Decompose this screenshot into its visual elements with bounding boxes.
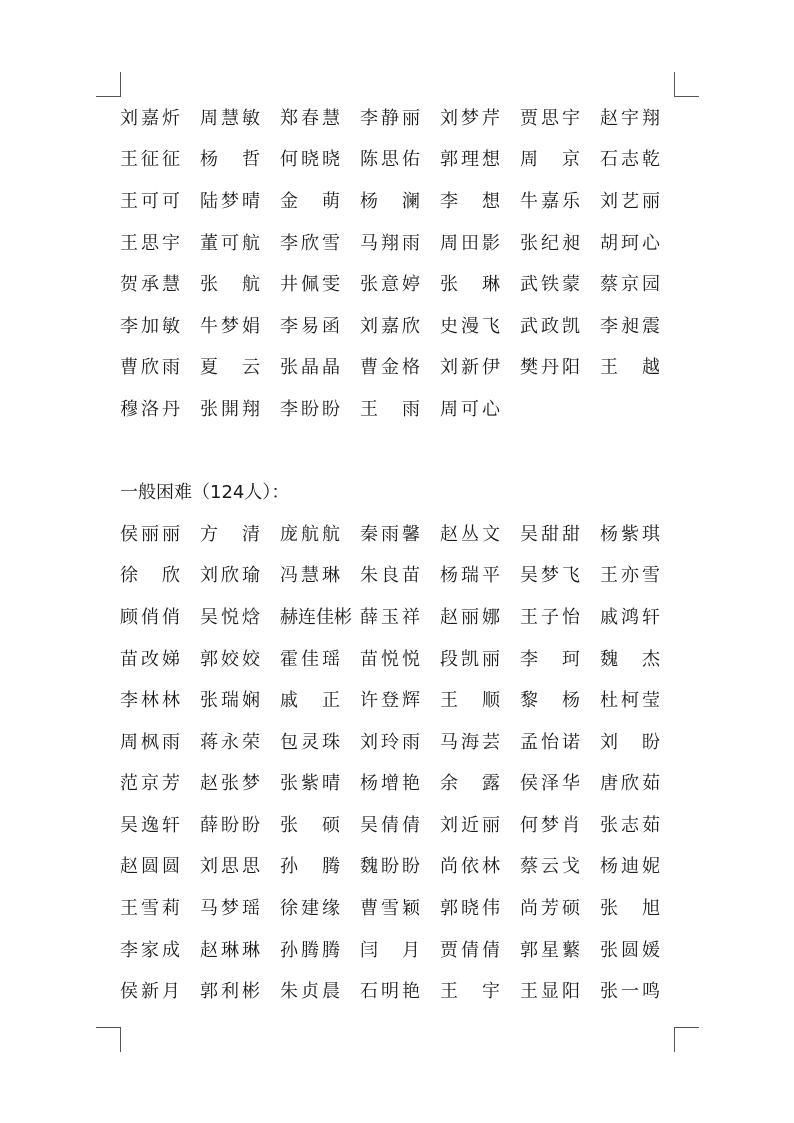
- name-row: [120, 514, 674, 556]
- name-row: [120, 181, 674, 223]
- student-name: 郑春慧: [280, 107, 340, 129]
- student-name: 刘 盼: [600, 731, 660, 753]
- student-name: 赵琳琳: [200, 939, 260, 961]
- student-name: 赵丛文: [440, 523, 500, 545]
- student-name: 曹金格: [360, 357, 420, 379]
- student-name: 周慧敏: [200, 107, 260, 129]
- student-name: 王可可: [120, 190, 180, 212]
- student-name: 陈思佑: [360, 149, 420, 171]
- student-name: 霍佳瑶: [280, 648, 340, 670]
- student-name: 马海芸: [440, 731, 500, 753]
- student-name: 陆梦晴: [200, 190, 260, 212]
- student-name: 杨 澜: [360, 190, 420, 212]
- student-name: 孙 腾: [280, 856, 340, 878]
- student-name: 何晓晓: [280, 149, 340, 171]
- name-list-section-1: [120, 98, 674, 431]
- crop-mark-bottom-right: [674, 1027, 699, 1052]
- student-name: 李易函: [280, 315, 340, 337]
- name-row: [120, 348, 674, 390]
- student-name: 杨增艳: [360, 773, 420, 795]
- student-name: 李盼盼: [280, 398, 340, 420]
- student-name: 樊丹阳: [520, 357, 580, 379]
- student-name: 朱良苗: [360, 565, 420, 587]
- student-name: 李 珂: [520, 648, 580, 670]
- student-name: 刘艺丽: [600, 190, 660, 212]
- student-name: 夏 云: [200, 357, 260, 379]
- student-name: 方 清: [200, 523, 260, 545]
- section-heading-general-difficulty: 一般困难（124人）：: [120, 482, 290, 504]
- student-name: 吴梦飞: [520, 565, 580, 587]
- student-name: 王 顺: [440, 690, 500, 712]
- student-name: 范京芳: [120, 773, 180, 795]
- student-name: 吴悦焓: [200, 606, 260, 628]
- student-name: 王 宇: [440, 981, 500, 1003]
- student-name: 李家成: [120, 939, 180, 961]
- name-list-section-2: [120, 514, 674, 1013]
- name-row: [120, 805, 674, 847]
- student-name: 顾俏俏: [120, 606, 180, 628]
- crop-mark-top-left: [96, 72, 121, 97]
- student-name: 井佩雯: [280, 274, 340, 296]
- student-name: 苗改娣: [120, 648, 180, 670]
- student-name: 赫连佳彬: [280, 606, 352, 628]
- student-name: 郭理想: [440, 149, 500, 171]
- crop-mark-bottom-left: [96, 1027, 121, 1052]
- student-name: 金 萌: [280, 190, 340, 212]
- student-name: 段凯丽: [440, 648, 500, 670]
- document-body: [120, 98, 674, 1013]
- student-name: 戚 正: [280, 690, 340, 712]
- student-name: 张纪昶: [520, 232, 580, 254]
- student-name: 刘玲雨: [360, 731, 420, 753]
- crop-mark-top-right: [674, 72, 699, 97]
- student-name: 徐 欣: [120, 565, 180, 587]
- student-name: 李昶震: [600, 315, 660, 337]
- student-name: 牛梦娟: [200, 315, 260, 337]
- student-name: 侯丽丽: [120, 523, 180, 545]
- student-name: 武政凯: [520, 315, 580, 337]
- student-name: 贺承慧: [120, 274, 180, 296]
- student-name: 苗悦悦: [360, 648, 420, 670]
- student-name: 杜柯莹: [600, 690, 660, 712]
- student-name: 薛玉祥: [360, 606, 420, 628]
- student-name: 何梦肖: [520, 814, 580, 836]
- student-name: 蔡云戈: [520, 856, 580, 878]
- name-row: [120, 264, 674, 306]
- student-name: 赵张梦: [200, 773, 260, 795]
- student-name: 刘梦芹: [440, 107, 500, 129]
- student-name: 郭星蘩: [520, 939, 580, 961]
- name-row: [120, 140, 674, 182]
- student-name: 吴倩倩: [360, 814, 420, 836]
- student-name: 周可心: [440, 398, 500, 420]
- student-name: 张志茹: [600, 814, 660, 836]
- student-name: 王子怡: [520, 606, 580, 628]
- student-name: 徐建缘: [280, 898, 340, 920]
- student-name: 周田影: [440, 232, 500, 254]
- student-name: 赵丽娜: [440, 606, 500, 628]
- name-row: [120, 722, 674, 764]
- student-name: 薛盼盼: [200, 814, 260, 836]
- student-name: 张開翔: [200, 398, 260, 420]
- student-name: 蔡京园: [600, 274, 660, 296]
- student-name: 李静丽: [360, 107, 420, 129]
- student-name: 牛嘉乐: [520, 190, 580, 212]
- section-spacer: [120, 431, 674, 473]
- student-name: 张紫晴: [280, 773, 340, 795]
- student-name: 王雪莉: [120, 898, 180, 920]
- student-name: 张圆媛: [600, 939, 660, 961]
- student-name: 张晶晶: [280, 357, 340, 379]
- student-name: 李林林: [120, 690, 180, 712]
- student-name: 贾倩倩: [440, 939, 500, 961]
- name-row: [120, 680, 674, 722]
- name-row: [120, 98, 674, 140]
- student-name: 蒋永荣: [200, 731, 260, 753]
- student-name: 贾思宇: [520, 107, 580, 129]
- student-name: 包灵珠: [280, 731, 340, 753]
- name-row: [120, 389, 674, 431]
- student-name: 张瑞娴: [200, 690, 260, 712]
- student-name: 尚依林: [440, 856, 500, 878]
- student-name: 马梦瑶: [200, 898, 260, 920]
- student-name: 王思宇: [120, 232, 180, 254]
- student-name: 魏 杰: [600, 648, 660, 670]
- student-name: 张一鸣: [600, 981, 660, 1003]
- name-row: [120, 306, 674, 348]
- student-name: 李 想: [440, 190, 500, 212]
- student-name: 曹欣雨: [120, 357, 180, 379]
- name-row: [120, 597, 674, 639]
- name-row: [120, 971, 674, 1013]
- student-name: 赵圆圆: [120, 856, 180, 878]
- student-name: 郭利彬: [200, 981, 260, 1003]
- student-name: 刘思思: [200, 856, 260, 878]
- student-name: 杨紫琪: [600, 523, 660, 545]
- student-name: 张意婷: [360, 274, 420, 296]
- name-row: [120, 764, 674, 806]
- student-name: 刘嘉欣: [360, 315, 420, 337]
- student-name: 王亦雪: [600, 565, 660, 587]
- student-name: 尚芳硕: [520, 898, 580, 920]
- student-name: 穆洛丹: [120, 398, 180, 420]
- student-name: 李欣雪: [280, 232, 340, 254]
- student-name: 孟怡诺: [520, 731, 580, 753]
- student-name: 张 航: [200, 274, 260, 296]
- name-row: [120, 639, 674, 681]
- student-name: 武铁蒙: [520, 274, 580, 296]
- student-name: 董可航: [200, 232, 260, 254]
- student-name: 冯慧琳: [280, 565, 340, 587]
- student-name: 余 露: [440, 773, 500, 795]
- student-name: 胡珂心: [600, 232, 660, 254]
- name-row: [120, 223, 674, 265]
- student-name: 闫 月: [360, 939, 420, 961]
- name-row: [120, 888, 674, 930]
- student-name: 张 旭: [600, 898, 660, 920]
- student-name: 黎 杨: [520, 690, 580, 712]
- student-name: 周枫雨: [120, 731, 180, 753]
- student-name: 唐欣茹: [600, 773, 660, 795]
- student-name: 王显阳: [520, 981, 580, 1003]
- student-name: 刘近丽: [440, 814, 500, 836]
- student-name: 魏盼盼: [360, 856, 420, 878]
- student-name: 王征征: [120, 149, 180, 171]
- name-row: [120, 556, 674, 598]
- student-name: 刘欣瑜: [200, 565, 260, 587]
- student-name: 许登辉: [360, 690, 420, 712]
- student-name: 张 琳: [440, 274, 500, 296]
- student-name: 侯新月: [120, 981, 180, 1003]
- student-name: 杨瑞平: [440, 565, 500, 587]
- student-name: 史漫飞: [440, 315, 500, 337]
- student-name: 朱贞晨: [280, 981, 340, 1003]
- student-name: 杨 哲: [200, 149, 260, 171]
- name-row: [120, 847, 674, 889]
- student-name: 王 越: [600, 357, 660, 379]
- name-row: [120, 930, 674, 972]
- student-name: 郭姣姣: [200, 648, 260, 670]
- student-name: 张 硕: [280, 814, 340, 836]
- student-name: 刘新伊: [440, 357, 500, 379]
- student-name: 孙腾腾: [280, 939, 340, 961]
- student-name: 杨迪妮: [600, 856, 660, 878]
- student-name: 周 京: [520, 149, 580, 171]
- student-name: 郭晓伟: [440, 898, 500, 920]
- student-name: 赵宇翔: [600, 107, 660, 129]
- student-name: 庞航航: [280, 523, 340, 545]
- student-name: 王 雨: [360, 398, 420, 420]
- student-name: 吴逸轩: [120, 814, 180, 836]
- student-name: 石志乾: [600, 149, 660, 171]
- student-name: 侯泽华: [520, 773, 580, 795]
- student-name: 马翔雨: [360, 232, 420, 254]
- student-name: 戚鸿轩: [600, 606, 660, 628]
- student-name: 吴甜甜: [520, 523, 580, 545]
- student-name: 李加敏: [120, 315, 180, 337]
- student-name: 刘嘉炘: [120, 107, 180, 129]
- student-name: 秦雨馨: [360, 523, 420, 545]
- student-name: 曹雪颖: [360, 898, 420, 920]
- student-name: 石明艳: [360, 981, 420, 1003]
